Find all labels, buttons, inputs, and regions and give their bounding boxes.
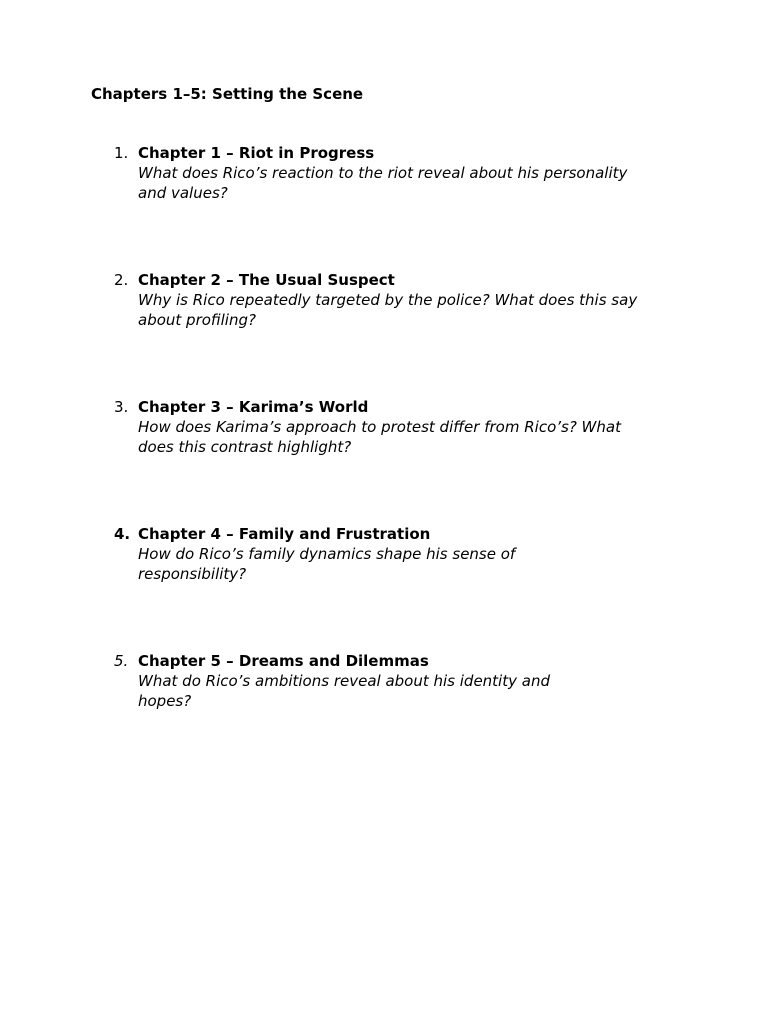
chapter-heading: Chapter 3 – Karima’s World [138,398,369,416]
chapter-heading: Chapter 1 – Riot in Progress [138,144,375,162]
page-title: Chapters 1–5: Setting the Scene [91,85,364,103]
list-item-number: 4. [114,525,131,543]
discussion-question: How does Karima’s approach to protest differ from Rico’s? What does this contrast highlight? [138,418,621,456]
list-item-number: 5. [114,652,129,670]
discussion-question: What do Rico’s ambitions reveal about his identity and hopes? [138,672,550,710]
chapter-heading: Chapter 5 – Dreams and Dilemmas [138,652,429,670]
chapter-heading: Chapter 2 – The Usual Suspect [138,271,395,289]
discussion-question: What does Rico’s reaction to the riot reveal about his personality and values? [138,164,628,202]
list-item-number: 1. [114,144,129,162]
list-item-number: 2. [114,271,129,289]
discussion-question: How do Rico’s family dynamics shape his sense of responsibility? [138,545,516,583]
discussion-question: Why is Rico repeatedly targeted by the police? What does this say about profiling? [138,291,638,329]
list-item-number: 3. [114,398,129,416]
chapter-heading: Chapter 4 – Family and Frustration [138,525,431,543]
